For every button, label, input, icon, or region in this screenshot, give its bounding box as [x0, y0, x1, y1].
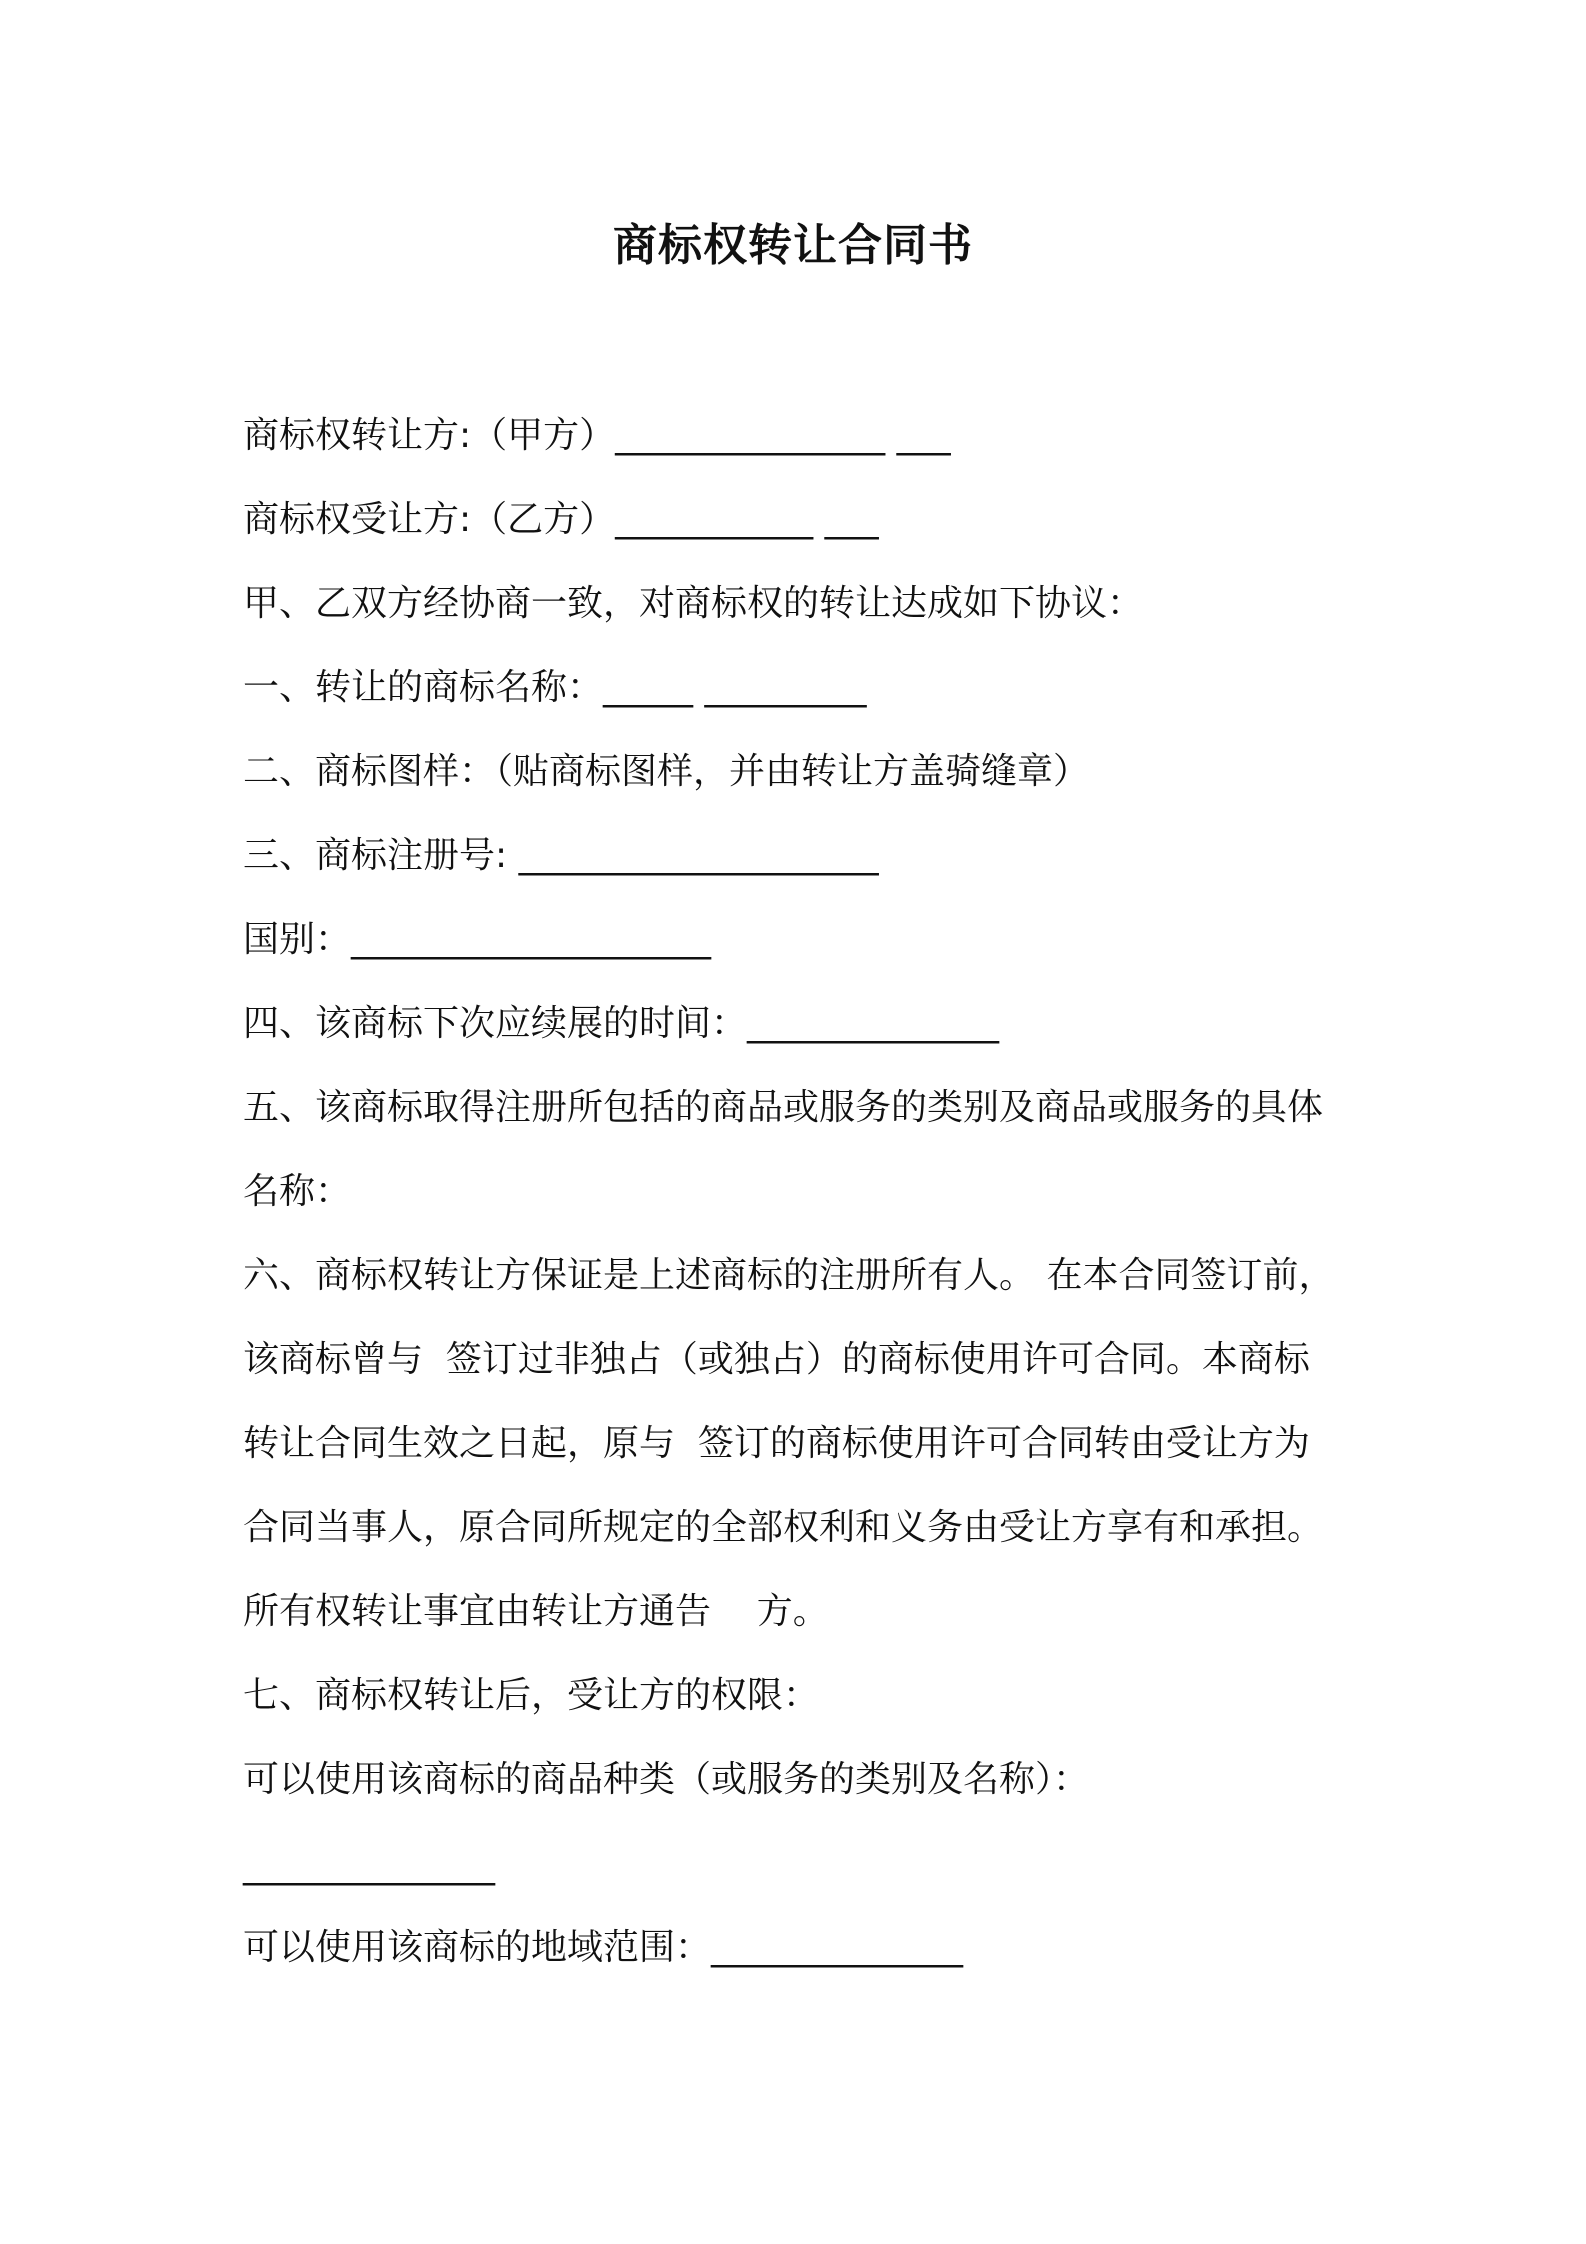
- clause-5-continued: 名称：: [243, 1171, 352, 1212]
- clause-7-line: 七、商标权转让后，受让方的权限：: [243, 1675, 820, 1716]
- country-line: 国别：____________________: [243, 919, 712, 960]
- clause-2-line: 二、商标图样：（贴商标图样，并由转让方盖骑缝章）: [243, 751, 1090, 792]
- document-title: 商标权转让合同书: [613, 220, 973, 271]
- product-scope-blank: ______________: [243, 1845, 495, 1886]
- clause-6-continued-3: 合同当事人，原合同所规定的全部权利和义务由受让方享有和承担。: [243, 1507, 1324, 1548]
- territory-line: 可以使用该商标的地域范围：______________: [243, 1927, 964, 1968]
- clause-4-line: 四、该商标下次应续展的时间：______________: [243, 1003, 1000, 1044]
- transferee-line: 商标权受让方:（乙方）___________ ___: [243, 499, 879, 540]
- clause-5-line: 五、该商标取得注册所包括的商品或服务的类别及商品或服务的具体: [243, 1087, 1324, 1128]
- clause-6-continued-1: 该商标曾与 签订过非独占（或独占）的商标使用许可合同。本商标: [243, 1339, 1310, 1380]
- clause-6-line: 六、商标权转让方保证是上述商标的注册所有人。 在本合同签订前，: [243, 1255, 1335, 1296]
- clause-6-continued-4: 所有权转让事宜由转让方通告 方。: [243, 1591, 829, 1632]
- clause-3-line: 三、商标注册号: ____________________: [243, 835, 879, 876]
- clause-1-line: 一、转让的商标名称：_____ _________: [243, 667, 867, 708]
- clause-6-continued-2: 转让合同生效之日起，原与 签订的商标使用许可合同转由受让方为: [243, 1423, 1310, 1464]
- transferor-line: 商标权转让方:（甲方）_______________ ___: [243, 415, 951, 456]
- product-scope-line: 可以使用该商标的商品种类（或服务的类别及名称）：: [243, 1759, 1090, 1800]
- agreement-intro-line: 甲、乙双方经协商一致，对商标权的转让达成如下协议：: [243, 583, 1144, 624]
